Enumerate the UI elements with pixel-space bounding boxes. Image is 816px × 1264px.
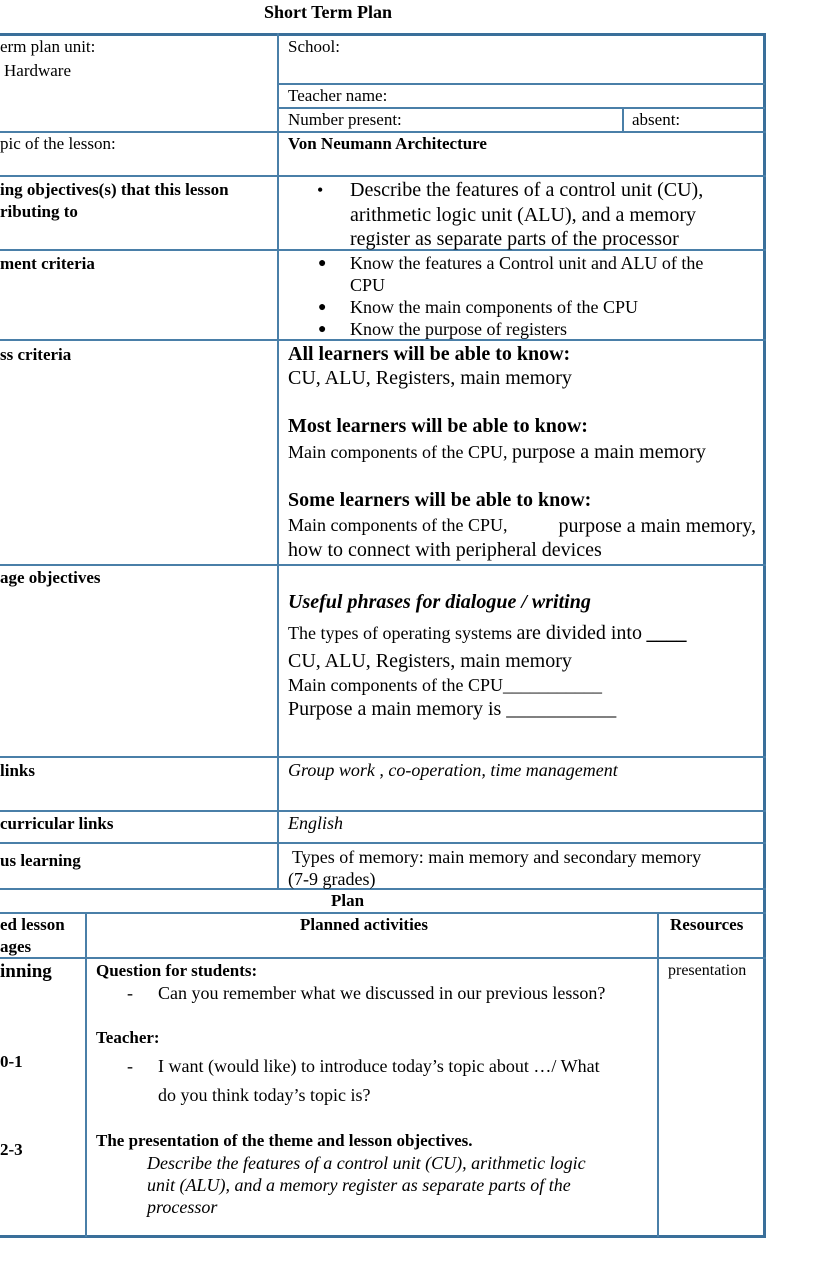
question-item: Can you remember what we discussed in our previous lesson?	[158, 983, 606, 1003]
dash-icon: -	[127, 1056, 133, 1076]
values-text: Group work , co-operation, time management	[288, 760, 618, 780]
stage-minutes-0-1: 0-1	[0, 1052, 23, 1071]
language-label: age objectives	[0, 568, 101, 587]
success-all-text: CU, ALU, Registers, main memory	[288, 367, 572, 389]
absent-label: absent:	[632, 110, 681, 129]
stage-beginning: inning	[0, 961, 52, 982]
objectives-label-line1: ing objectives(s) that this lesson	[0, 180, 229, 199]
assessment-item: Know the main components of the CPU	[350, 297, 638, 317]
objective-line: register as separate parts of the processor	[350, 228, 679, 250]
previous-learning-text-line2: (7-9 grades)	[288, 869, 376, 889]
teacher-heading: Teacher:	[96, 1028, 160, 1047]
long-term-plan-label: erm plan unit:	[0, 37, 96, 56]
assessment-bullet-icon: ●	[318, 322, 327, 337]
objectives-bullet: •	[317, 180, 324, 200]
objective-line: arithmetic logic unit (ALU), and a memory	[350, 204, 697, 226]
cross-curricular-label: curricular links	[0, 814, 114, 833]
useful-phrases-heading: Useful phrases for dialogue / writing	[288, 591, 591, 613]
presentation-objective-line: processor	[147, 1197, 218, 1217]
assessment-label: ment criteria	[0, 254, 95, 273]
number-present-label: Number present:	[288, 110, 402, 129]
resource-presentation: presentation	[668, 962, 747, 979]
stage-minutes-2-3: 2-3	[0, 1140, 23, 1159]
topic-label: pic of the lesson:	[0, 134, 116, 153]
phrase-line: CU, ALU, Registers, main memory	[288, 650, 572, 672]
col-resources-header: Resources	[670, 915, 744, 934]
previous-learning-label: us learning	[0, 851, 81, 870]
col-stages-header-line1: ed lesson	[0, 915, 65, 934]
assessment-bullet-icon: ●	[318, 256, 327, 271]
col-stages-header-line2: ages	[0, 937, 32, 956]
success-all-heading: All learners will be able to know:	[288, 343, 571, 365]
cross-curricular-text: English	[288, 813, 344, 833]
teacher-item: I want (would like) to introduce today’s topic about …/ What	[158, 1056, 600, 1076]
phrase-line: Main components of the CPU___________	[288, 675, 602, 695]
dash-icon: -	[127, 983, 133, 1003]
previous-learning-text: Types of memory: main memory and secondary memory	[292, 847, 702, 867]
assessment-item: Know the features a Control unit and ALU of the	[350, 253, 704, 273]
success-most-heading: Most learners will be able to know:	[288, 415, 588, 437]
objective-line: Describe the features of a control unit (CU),	[350, 179, 704, 201]
assessment-bullet-icon: ●	[318, 300, 327, 315]
col-activities-header: Planned activities	[300, 915, 428, 934]
presentation-objective-line: Describe the features of a control unit (CU), arithmetic logic	[147, 1153, 586, 1173]
topic-value: Von Neumann Architecture	[288, 134, 487, 153]
long-term-plan-value: Hardware	[4, 61, 72, 80]
presentation-objective-line: unit (ALU), and a memory register as separate parts of the	[147, 1175, 571, 1195]
success-some-text: Main components of the CPU, purpose a main memory,	[288, 515, 756, 537]
phrase-line: Purpose a main memory is ___________	[288, 698, 617, 720]
success-most-text: Main components of the CPU, purpose a main memory	[288, 441, 706, 463]
question-heading: Question for students:	[96, 961, 258, 980]
presentation-heading: The presentation of the theme and lesson objectives.	[96, 1131, 473, 1150]
teacher-name-label: Teacher name:	[288, 86, 388, 105]
teacher-item-line2: do you think today’s topic is?	[158, 1085, 371, 1105]
assessment-item: Know the purpose of registers	[350, 319, 567, 339]
success-some-heading: Some learners will be able to know:	[288, 489, 592, 511]
success-some-text-line2: how to connect with peripheral devices	[288, 539, 602, 561]
plan-heading: Plan	[331, 891, 365, 910]
school-label: School:	[288, 37, 340, 56]
values-label: links	[0, 761, 35, 780]
objectives-label-line2: ributing to	[0, 202, 78, 221]
assessment-item: CPU	[350, 275, 386, 295]
success-label: ss criteria	[0, 345, 72, 364]
phrase-line: The types of operating systems are divided into ____	[288, 622, 687, 644]
page-title: Short Term Plan	[264, 2, 393, 22]
